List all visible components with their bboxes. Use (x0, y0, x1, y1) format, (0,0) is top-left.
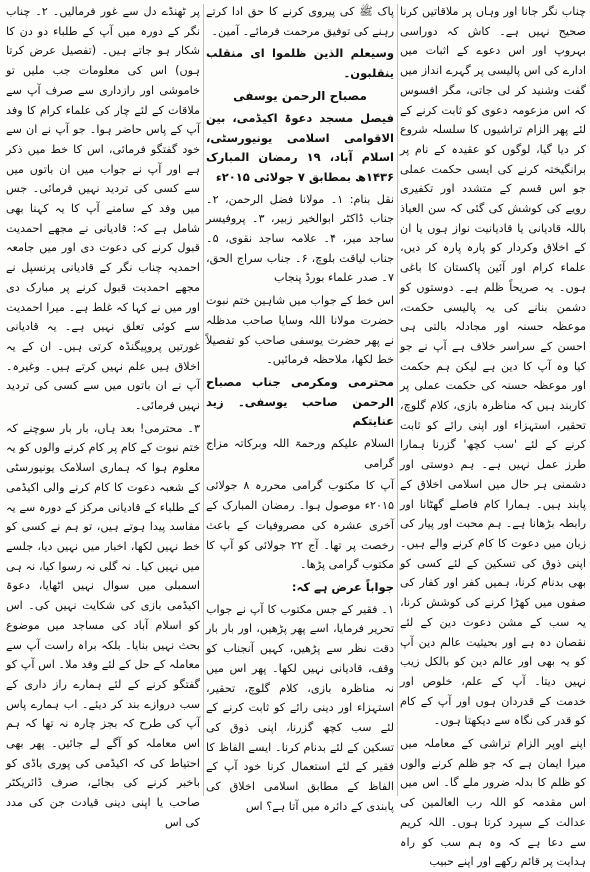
letter-closing: پاک ﷺ کی پیروی کرنے کا حق ادا کرتے رہنے کی توفیق مرحمت فرمائے۔ آمین۔ (206, 5, 394, 38)
column-right (400, 2, 586, 869)
column-divider (203, 4, 204, 796)
column-left (6, 2, 200, 829)
paragraph: ۳۔ محترمی! بعد ہاں، بار بار سوچنے کہ ختم نبوت کے کام پر کام کرنے والوں کو یہ معلوم ہوا کہ ہماری اسلامک یونیورسٹی کے شعبہ دعوت کا کام کرنے والی اکیڈمی کے طلباء کے قادیانی مرکز کے دورہ سے یہ مفاسد پیدا ہوتے ہیں، تو ہم نے کسی کو خط نہیں لکھا، اخبار میں نہیں دیا، جلسے میں نہیں کیا۔ نہ گلی نہ رسوا کیا، نہ ہی اسمبلی میں سوال نہیں اٹھایا، دعوۃ اکیڈمی بازی کی شکایت نہیں کی۔ اس کو اسلام آباد کی مساجد میں موضوع بحث نہیں بنایا۔ بلکہ براہ راست آپ سے معاملہ کے حل کے لئے وفد ملا۔ اس آپ کو گفتگو کرنے کے لئے ہمارے راز داری کے سب دروازے بند کر دیئے۔ اب ہمارے پاس آپ کی طرح کہ بجز چارہ نہ تھا کہ ہم اس معاملہ کو آگے لے جائیں۔ پھر بھی احتیاط کی کہ اکیڈمی کی پوری باڈی کو باخبر کرنے کی بجائے، صرف ڈائریکٹر صاحب یا اپنی دینی قیادت جن کی مدد کی اس (6, 421, 200, 829)
column-divider (397, 4, 398, 796)
signatory-name: مصباح الرحمن یوسفی (233, 88, 367, 103)
reply-greeting: السلام علیکم ورحمۃ اللہ وبرکاتہ مزاج گرامی (206, 437, 394, 470)
reply-point-1: ۱۔ فقیر کے جس مکتوب کا آپ نے جواب تحریر فرمایا، اسے پھر پڑھیں، اور بار بار دقت نظر سے پڑھیں، کہیں آنجناب کو وقف، قادیانی نہیں لکھا۔ پھر اس میں نہ مناظرہ بازی، کلام گلوچ، تحقیر، استہزاء اور دینی رائے کو ثابت کرنے کے لئے سب کچھ گزرنا، اپنی ذوق کی تسکین کے لئے بدنام کرنا۔ ایسے الفاظ کا فقیر کے لئے استعمال کرنا خود آپ کے الفاظ کے مطابق اسلامی اخلاق کی پابندی کے دائرہ میں آتا ہے؟ اس (206, 602, 394, 813)
column-middle (206, 2, 395, 813)
paragraph: چناب نگر جانا اور وہاں پر ملاقاتیں کرنا صحیح نہیں ہے۔ کاش کہ دوراسی بہروپ اور اس دعوے کے اثبات میں ادارے کی اس پالیسی پر گہرے انداز میں گفت وشنید کر لی جاتی، مگر افسوس کہ اس مزعومہ دعوی کو ثابت کرنے کے لئے پھر الزام تراشیوں کا سلسلہ شروع کر دیا گیا، لوگوں کو عقیدہ کے نام پر برانگیختہ کرنے کی ایسی حکمت عملی جو اس قسم کے متشدد اور تکفیری رویے کی کوشش کی گئی کہ سن العیاذ باللہ قادیانی یا قادیانیت نواز ہوں یا ان کے اخلاق وکردار کو پارہ پارہ کر دیں، علماء کرام اور آئین پاکستان کا باغی ہوں۔ یہ صریحاً ظلم ہے۔ دوستوں کو دشمن بنانے کی یہ پالیسی حکمت، موعظہ حسنہ اور مجادلہ بالتی ہی احسن کے سراسر خلاف ہے آپ نے جو کیا وہ آپ کا دین ہے لیکن ہم حکمت اور موعظہ حسنہ کی حکمت عملی پر کاربند ہیں کہ مناظرہ بازی، کلام گلوچ، تحقیر، استہزاء اور اپنی رائے کو ثابت کرنے کے لئے 'سب کچھ' گزرنا ہمارا طرز عمل نہیں ہے۔ ہم دوستی اور دشمنی ہر حال میں اسلامی اخلاق کے پابند ہیں۔ ہمارا کام فاصلے گھٹانا اور رابطہ بڑھانا ہے۔ ہم محبت اور پیار کی زبان میں دعوت کا کام کرنے والے ہیں۔ اپنی ذوق کی تسکین کے لئے کسی کو بھی بدنام کرنا، ہمیں کفر اور کفار کی صفوں میں کھڑا کرنے کی کوشش کرنا، یہ سب کے مشن دعوت دین کے لئے نقصان دہ ہے اور بحیثیت عالم دین آپ کو یہ بھی اور عالم دین کو بالکل زیب نہیں دیتا۔ آپ کے علم، خلوص اور خدمت کے قدردان ہوں اور آپ کے کام کو قدر کی نگاہ سے دیکھتا ہوں۔ (400, 5, 586, 728)
reply-intro: اس خط کے جواب میں شاہین ختم نبوت حضرت مولانا اللہ وسایا صاحب مدظلہ نے پھر حضرت یوسفی صاحب کو تفصیلاً خط لکھا، ملاحظہ فرمائیں۔ (206, 294, 394, 367)
quranic-verse: وسیعلم الذین ظلموا ای منقلب ینقلبون۔ (206, 46, 394, 81)
signatory-address: فیصل مسجد دعوۃ اکیڈمی، بین الاقوامی اسلامی یونیورسٹی، اسلام آباد، ۱۹ رمضان المبارک ۱۴۳۶ھ بمطابق ۷ جولائی ۲۰۱۵ء (206, 110, 394, 184)
reply-salutation: محترمی ومکرمی جناب مصباح الرحمن صاحب یوسفی۔ زید عنایتکم (206, 374, 394, 429)
paragraph: اپنے اوپر الزام تراشی کے معاملہ میں میرا ایمان ہے کہ جو ظلم کرنے والوں کو ظلم کا بدلہ ضرور ملے گا۔ اس میں اس مقدمہ کو اللہ رب العالمین کی عدالت کے سپرد کرتا ہوں۔ اللہ کریم سے دعا ہے کہ وہ ہم سب کو راہ ہدایت پر قائم رکھے اور اپنے حبیب (400, 737, 586, 869)
reply-heading: جواباً عرض ہے کہ: (291, 579, 394, 594)
copies-to-list: نقل بنام: ۱۔ مولانا فضل الرحمن، ۲۔ جناب ڈاکٹر ابوالخیر زبیر، ۳۔ پروفیسر ساجد میر، ۴۔ علامہ ساجد نقوی، ۵۔ جناب لیاقت بلوچ، ۶۔ جناب سراج الحق، ۷۔ صدر علماء بورڈ پنجاب (206, 192, 395, 285)
reply-body: آپ کا مکتوب گرامی محررہ ۸ جولائی ۲۰۱۵ء موصول ہوا۔ رمضان المبارک کے آخری عشرہ کی مصروفیات کے باعث رخصت پر تھا۔ آج ۲۲ جولائی کو آپ کا مکتوب گرامی پڑھا۔ (206, 479, 394, 572)
paragraph: پر ٹھنڈے دل سے غور فرمالیں۔ ۲۔ چناب نگر کے دورہ میں آپ کے طلباء دو دن کا شکار ہو جاتے ہیں۔ (تفصیل عرض کرتا ہوں) اس کی معلومات جب ملیں تو خاموشی اور رازداری سے صرف آپ سے ملاقات کے لئے چار کی علماء کرام کا وفد آپ کے پاس حاضر ہوا۔ جو آپ نے ان سے خود گفتگو فرمائی، اس کا خط میں ذکر ہے اور آپ نے جواب میں ان باتوں میں سے کسی کی تردید نہیں فرمائی۔ جس میں وفد کے سامنے آپ کا یہ کہنا بھی شامل ہے کہ: قادیانی نے مجھے احمدیت قبول کرنے کی دعوت دی اور میں جامعہ احمدیہ چناب نگر کے قادیانی پرنسپل نے مجھے احمدیت قبول کرنے پر مبارک دی اور میں نے کہا کہ غلط ہے۔ میرا احمدیت سے کوئی تعلق نہیں ہے۔ یہ قادیانی غورتیں پروپیگنڈہ کرتی ہیں۔ ان کے یہ اخلاق ہیں علم نہیں کرتے ہیں۔ وغیرہ۔ آپ نے ان باتوں میں سے کسی کی تردید نہیں فرمائی۔ (6, 5, 200, 413)
